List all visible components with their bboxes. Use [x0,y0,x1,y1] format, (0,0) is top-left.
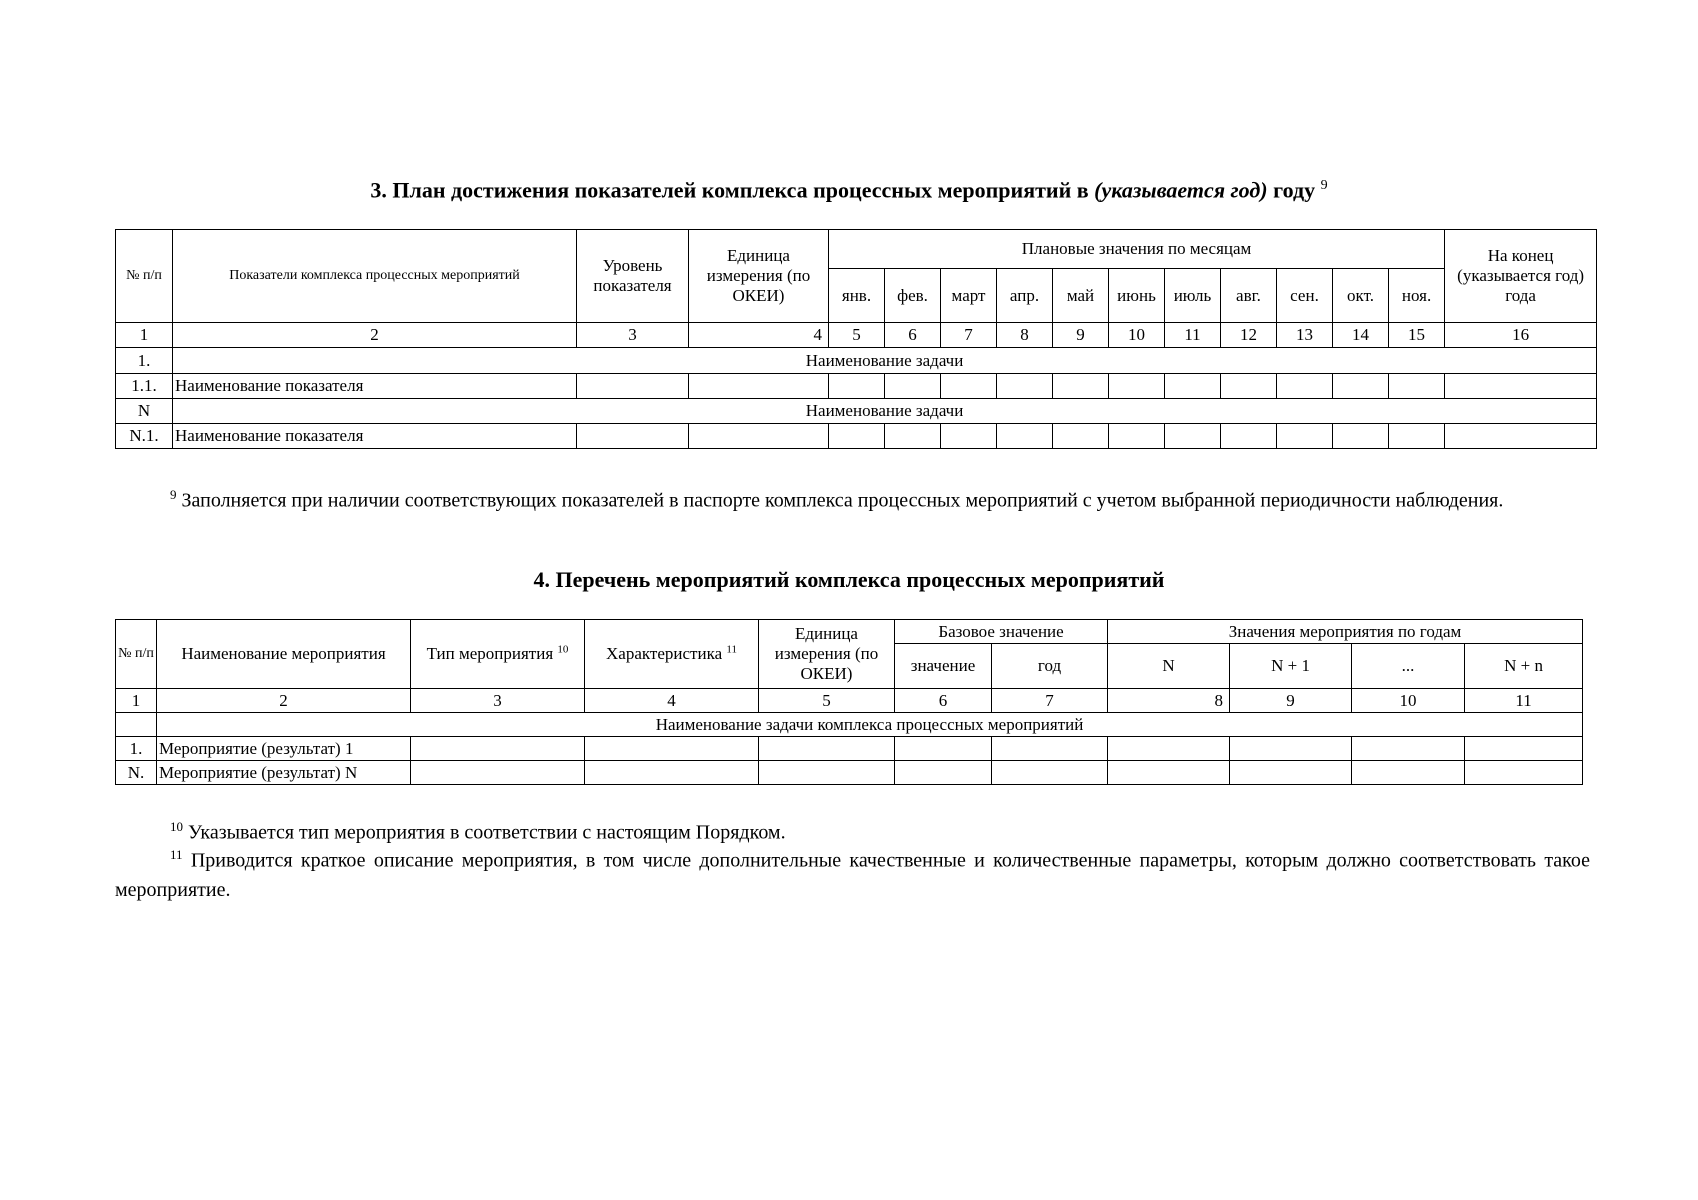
empty-cell [829,424,885,449]
activity-name: Мероприятие (результат) N [157,761,411,785]
indicators-plan-table [115,229,1597,449]
header-characteristic [585,620,759,689]
column-number-row [116,689,1583,713]
empty-cell [1109,424,1165,449]
column-number: 7 [992,689,1108,713]
column-number: 15 [1389,323,1445,348]
header-base-value-value: значение [895,644,992,689]
month-header: фев. [885,269,941,323]
activity-name: Мероприятие (результат) 1 [157,737,411,761]
footnote-text: Приводится краткое описание мероприятия, в том числе дополнительные качественные и количественные параметры, которым должно соответствовать такое мероприятие. [115,849,1591,901]
empty-cell [1389,424,1445,449]
header-year-end: На конец (указывается год) года [1445,230,1597,323]
task-row [116,399,1597,424]
header-indicators: Показатели комплекса процессных мероприятий [173,230,577,323]
row-number: N [116,399,173,424]
empty-cell [1165,424,1221,449]
section3-title [0,173,1698,203]
row-number: N.1. [116,424,173,449]
empty-cell [577,424,689,449]
column-number: 7 [941,323,997,348]
header-unit: Единица измерения (по ОКЕИ) [689,230,829,323]
header-base-value: Базовое значение [895,620,1108,644]
month-header: янв. [829,269,885,323]
header-planned-monthly: Плановые значения по месяцам [829,230,1445,269]
task-row [116,348,1597,374]
empty-cell [1352,737,1465,761]
empty-cell [1277,424,1333,449]
footnote-ref-10: 10 [557,643,569,656]
column-number: 14 [1333,323,1389,348]
activities-list-table [115,619,1583,785]
header-unit: Единица измерения (по ОКЕИ) [759,620,895,689]
empty-cell [1109,374,1165,399]
footnote-9 [115,480,1590,516]
header-base-value-year: год [992,644,1108,689]
column-number: 10 [1109,323,1165,348]
activity-row [116,737,1583,761]
section3-title-footnote-ref: 9 [1320,178,1328,193]
column-number: 8 [1108,689,1230,713]
header-activity-type-label: Тип мероприятия [426,644,554,663]
empty-cell [992,737,1108,761]
task-row [116,713,1583,737]
empty-cell [759,737,895,761]
column-number: 12 [1221,323,1277,348]
empty-cell [1445,374,1597,399]
footnote-number: 10 [170,819,183,834]
task-name: Наименование задачи [173,399,1597,424]
month-header: окт. [1333,269,1389,323]
header-level: Уровень показателя [577,230,689,323]
column-number: 13 [1277,323,1333,348]
header-activity-type [411,620,585,689]
column-number: 16 [1445,323,1597,348]
month-header: сен. [1277,269,1333,323]
section3-title-prefix: 3. План достижения показателей комплекса процессных мероприятий в [370,177,1089,203]
month-header: март [941,269,997,323]
empty-cell [1230,761,1352,785]
empty-cell [1230,737,1352,761]
empty-cell [1108,761,1230,785]
column-number: 1 [116,323,173,348]
column-number: 2 [157,689,411,713]
empty-cell [941,374,997,399]
footnote-11 [115,840,1590,905]
empty-cell [689,374,829,399]
task-name: Наименование задачи [173,348,1597,374]
empty-cell [992,761,1108,785]
column-number-row [116,323,1597,348]
row-number: 1. [116,737,157,761]
row-number: 1.1. [116,374,173,399]
column-number: 8 [997,323,1053,348]
column-number: 5 [759,689,895,713]
footnote-number: 9 [170,487,177,502]
empty-cell [759,761,895,785]
column-number: 9 [1053,323,1109,348]
empty-cell [895,737,992,761]
column-number: 6 [885,323,941,348]
empty-cell [1221,374,1277,399]
activity-row [116,761,1583,785]
footnote-text: Заполняется при наличии соответствующих показателей в паспорте комплекса процессных мероприятий с учетом выбранной периодичности наблюдения. [181,489,1504,512]
empty-cell [1277,374,1333,399]
header-row-number: № п/п [116,230,173,323]
footnote-text: Указывается тип мероприятия в соответствии с настоящим Порядком. [188,821,786,844]
footnote-ref-11: 11 [726,643,737,656]
section4-title: 4. Перечень мероприятий комплекса процессных мероприятий [533,567,1165,592]
header-activity-name: Наименование мероприятия [157,620,411,689]
year-header: ... [1352,644,1465,689]
header-yearly-values: Значения мероприятия по годам [1108,620,1583,644]
empty-cell [885,424,941,449]
indicator-name: Наименование показателя [173,424,577,449]
column-number: 4 [689,323,829,348]
empty-cell [1165,374,1221,399]
empty-cell [829,374,885,399]
empty-cell [1053,424,1109,449]
empty-cell [577,374,689,399]
empty-cell [1053,374,1109,399]
column-number: 6 [895,689,992,713]
month-header: апр. [997,269,1053,323]
year-header: N + 1 [1230,644,1352,689]
empty-cell [1389,374,1445,399]
empty-cell [1465,761,1583,785]
column-number: 5 [829,323,885,348]
column-number: 10 [1352,689,1465,713]
empty-cell [1445,424,1597,449]
section3-title-suffix: году [1273,177,1316,203]
empty-cell [689,424,829,449]
empty-cell [941,424,997,449]
month-header: авг. [1221,269,1277,323]
empty-cell [1221,424,1277,449]
empty-cell [1352,761,1465,785]
indicator-row [116,374,1597,399]
empty-cell [895,761,992,785]
empty-cell [997,424,1053,449]
column-number: 3 [411,689,585,713]
empty-cell [116,713,157,737]
indicator-row [116,424,1597,449]
empty-cell [1108,737,1230,761]
month-header: июль [1165,269,1221,323]
empty-cell [1333,374,1389,399]
empty-cell [1465,737,1583,761]
column-number: 9 [1230,689,1352,713]
empty-cell [585,761,759,785]
indicator-name: Наименование показателя [173,374,577,399]
footnote-number: 11 [170,847,183,862]
year-header: N [1108,644,1230,689]
column-number: 11 [1465,689,1583,713]
empty-cell [585,737,759,761]
year-header: N + n [1465,644,1583,689]
column-number: 2 [173,323,577,348]
empty-cell [885,374,941,399]
month-header: июнь [1109,269,1165,323]
month-header: май [1053,269,1109,323]
column-number: 3 [577,323,689,348]
section3-title-year-placeholder: (указывается год) [1094,177,1268,203]
row-number: N. [116,761,157,785]
header-row-number: № п/п [116,620,157,689]
column-number: 4 [585,689,759,713]
empty-cell [1333,424,1389,449]
empty-cell [411,761,585,785]
row-number: 1. [116,348,173,374]
task-name: Наименование задачи комплекса процессных мероприятий [157,713,1583,737]
empty-cell [997,374,1053,399]
header-characteristic-label: Характеристика [606,644,723,663]
column-number: 1 [116,689,157,713]
month-header: ноя. [1389,269,1445,323]
empty-cell [411,737,585,761]
column-number: 11 [1165,323,1221,348]
